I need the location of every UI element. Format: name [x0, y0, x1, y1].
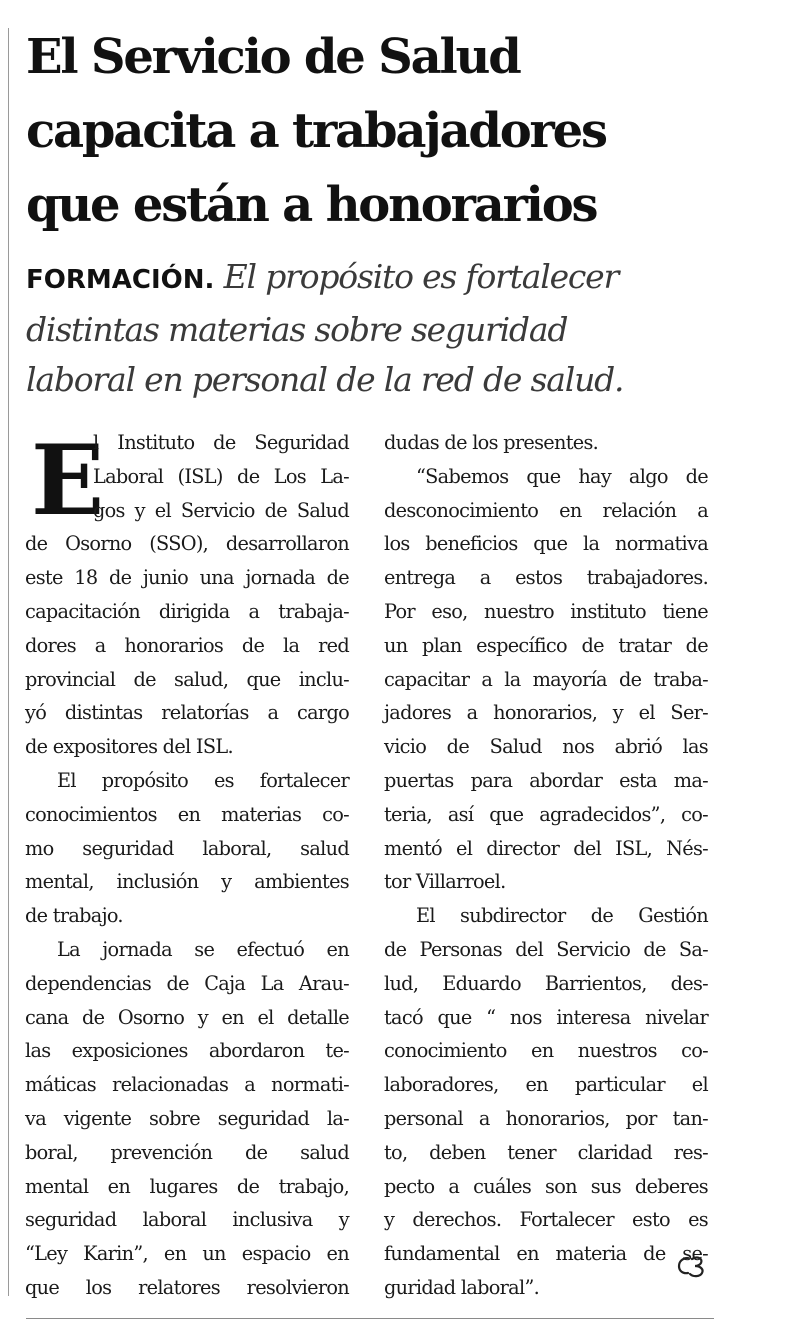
body-line: conocimiento en nuestros co- — [384, 1039, 708, 1063]
body-line: vicio de Salud nos abrió las — [384, 735, 708, 759]
body-line: gos y el Servicio de Salud — [93, 498, 349, 522]
drop-cap: E — [31, 424, 105, 537]
body-line: teria, así que agradecidos”, co- — [384, 802, 708, 826]
body-line: dependencias de Caja La Arau- — [25, 971, 349, 995]
body-line: dudas de los presentes. — [384, 431, 599, 454]
body-line: capacitar a la mayoría de traba- — [384, 667, 708, 691]
deck-line: distintas materias sobre seguridad — [26, 310, 568, 349]
body-line: mentó el director del ISL, Nés- — [384, 836, 708, 860]
body-line: de expositores del ISL. — [25, 735, 233, 759]
body-line: dores a honorarios de la red — [25, 633, 349, 657]
body-line: laboradores, en particular el — [384, 1073, 708, 1097]
body-line: seguridad laboral inclusiva y — [25, 1208, 349, 1232]
body-line: que los relatores resolvieron — [25, 1275, 349, 1299]
body-line: tacó que “ nos interesa nivelar — [384, 1005, 708, 1029]
body-line: El propósito es fortalecer — [57, 768, 349, 792]
body-line: este 18 de junio una jornada de — [25, 566, 349, 590]
body-line: El subdirector de Gestión — [416, 904, 708, 928]
body-line: tor Villarroel. — [384, 870, 506, 894]
body-line: puertas para abordar esta ma- — [384, 768, 708, 792]
headline-line: capacita a trabajadores — [26, 103, 606, 159]
body-line: conocimientos en materias co- — [25, 802, 349, 826]
body-line: yó distintas relatorías a cargo — [25, 701, 349, 725]
end-of-article-icon — [676, 1252, 712, 1278]
deck-text: El propósito es fortalecer — [223, 257, 619, 296]
left-column — [25, 527, 349, 1304]
headline-line: El Servicio de Salud — [26, 29, 520, 85]
body-line: to, deben tener claridad res- — [384, 1140, 708, 1164]
body-line: las exposiciones abordaron te- — [25, 1039, 349, 1063]
body-line: boral, prevención de salud — [25, 1140, 349, 1164]
headline-line: que están a honorarios — [26, 177, 597, 233]
body-line: pecto a cuáles son sus deberes — [384, 1174, 708, 1198]
body-line: fundamental en materia de se- — [384, 1242, 708, 1266]
body-line: “Ley Karin”, en un espacio en — [25, 1242, 349, 1266]
body-line: máticas relacionadas a normati- — [25, 1073, 349, 1097]
body-line: un plan específico de tratar de — [384, 633, 708, 657]
deck-line: laboral en personal de la red de salud. — [26, 360, 624, 399]
body-line: los beneficios que la normativa — [384, 532, 708, 556]
body-line: desconocimiento en relación a — [384, 498, 708, 522]
body-line: mental en lugares de trabajo, — [25, 1174, 349, 1198]
body-line: personal a honorarios, por tan- — [384, 1106, 708, 1130]
deck — [26, 252, 776, 405]
body-line: La jornada se efectuó en — [57, 937, 349, 961]
deck-kicker: FORMACIÓN. — [26, 265, 215, 295]
body-line: va vigente sobre seguridad la- — [25, 1106, 349, 1130]
body-line: jadores a honorarios, y el Ser- — [384, 701, 708, 725]
body-line: y derechos. Fortalecer esto es — [384, 1208, 708, 1232]
body-line: de Personas del Servicio de Sa- — [384, 937, 708, 961]
body-line: cana de Osorno y en el detalle — [25, 1005, 349, 1029]
drop-cap-lines — [93, 426, 349, 527]
body-line: mo seguridad laboral, salud — [25, 836, 349, 860]
body-line: guridad laboral”. — [384, 1275, 540, 1299]
body-line: de trabajo. — [25, 904, 123, 928]
body-line: entrega a estos trabajadores. — [384, 566, 708, 590]
body-line: capacitación dirigida a trabaja- — [25, 599, 349, 623]
left-column-rule — [8, 28, 9, 1296]
body-line: provincial de salud, que inclu- — [25, 667, 349, 691]
body-line: mental, inclusión y ambientes — [25, 870, 349, 894]
right-column — [384, 426, 708, 1305]
body-line: l Instituto de Seguridad — [93, 431, 349, 454]
body-line: Por eso, nuestro instituto tiene — [384, 599, 708, 623]
body-line: de Osorno (SSO), desarrollaron — [25, 532, 349, 556]
bottom-rule — [26, 1318, 714, 1319]
deck-line — [26, 252, 776, 305]
body-line: lud, Eduardo Barrientos, des- — [384, 971, 708, 995]
body-line: Laboral (ISL) de Los La- — [93, 464, 349, 488]
body-line: “Sabemos que hay algo de — [416, 464, 708, 488]
headline — [26, 20, 776, 242]
